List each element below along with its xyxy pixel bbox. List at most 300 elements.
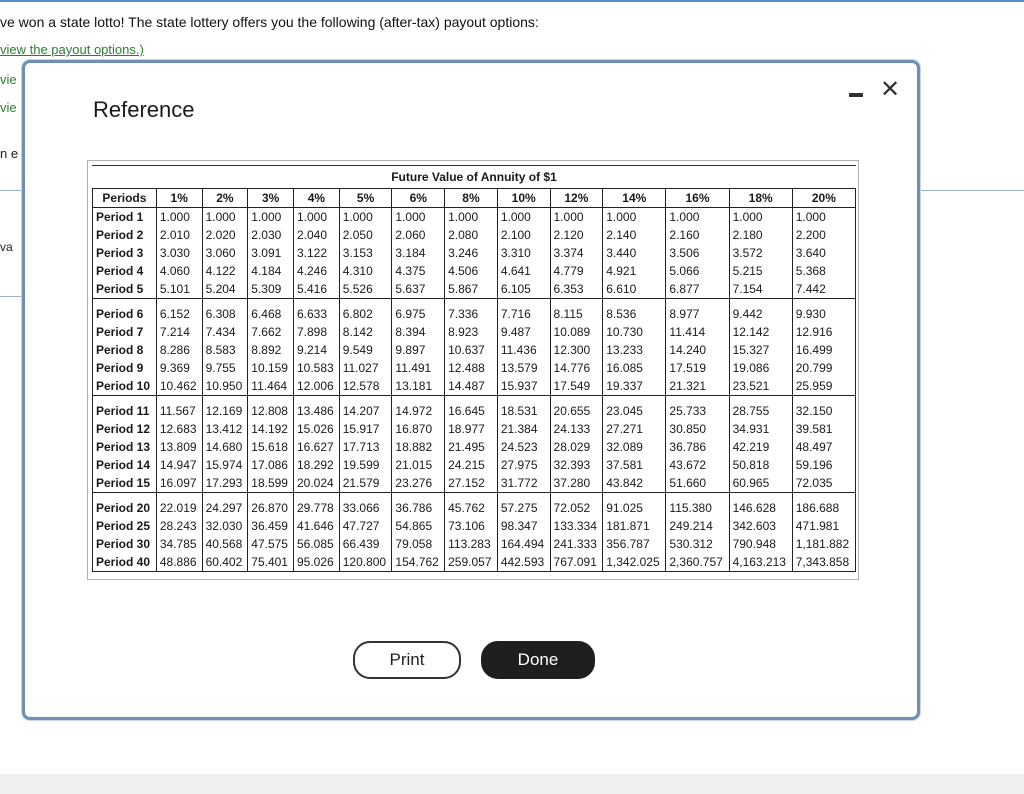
table-cell: 18.531 xyxy=(497,402,550,420)
table-cell: 7.898 xyxy=(294,323,340,341)
table-row xyxy=(93,226,856,244)
background-divider xyxy=(918,190,1024,191)
background-divider xyxy=(0,190,24,191)
table-cell: 11.414 xyxy=(666,323,729,341)
table-cell: 4.060 xyxy=(156,262,202,280)
period-label: Period 14 xyxy=(93,456,157,474)
period-label: Period 9 xyxy=(93,359,157,377)
table-cell: 14.240 xyxy=(666,341,729,359)
table-cell: 186.688 xyxy=(792,499,855,517)
table-cell: 3.572 xyxy=(729,244,792,262)
table-cell: 15.327 xyxy=(729,341,792,359)
table-cell: 530.312 xyxy=(666,535,729,553)
table-cell: 2.040 xyxy=(294,226,340,244)
table-cell: 2.060 xyxy=(392,226,445,244)
period-label: Period 12 xyxy=(93,420,157,438)
table-cell: 10.950 xyxy=(202,377,248,396)
table-cell: 3.440 xyxy=(603,244,666,262)
table-cell: 23.521 xyxy=(729,377,792,396)
table-cell: 1.000 xyxy=(729,208,792,227)
table-cell: 115.380 xyxy=(666,499,729,517)
table-cell: 17.519 xyxy=(666,359,729,377)
table-cell: 37.280 xyxy=(550,474,603,493)
table-cell: 120.800 xyxy=(339,553,392,572)
table-row xyxy=(93,499,856,517)
rate-header: 3% xyxy=(248,189,294,208)
table-cell: 3.184 xyxy=(392,244,445,262)
dialog-title: Reference xyxy=(93,97,195,122)
table-cell: 41.646 xyxy=(294,517,340,535)
table-cell: 2.010 xyxy=(156,226,202,244)
table-cell: 9.442 xyxy=(729,305,792,323)
period-label: Period 2 xyxy=(93,226,157,244)
table-cell: 26.870 xyxy=(248,499,294,517)
table-row xyxy=(93,456,856,474)
rate-header: 1% xyxy=(156,189,202,208)
table-cell: 57.275 xyxy=(497,499,550,517)
table-cell: 6.308 xyxy=(202,305,248,323)
table-cell: 91.025 xyxy=(603,499,666,517)
table-cell: 43.842 xyxy=(603,474,666,493)
table-cell: 3.122 xyxy=(294,244,340,262)
table-cell: 11.567 xyxy=(156,402,202,420)
table-cell: 21.015 xyxy=(392,456,445,474)
rate-header: 16% xyxy=(666,189,729,208)
table-cell: 9.549 xyxy=(339,341,392,359)
table-cell: 36.459 xyxy=(248,517,294,535)
table-cell: 8.394 xyxy=(392,323,445,341)
table-cell: 2.180 xyxy=(729,226,792,244)
table-cell: 8.583 xyxy=(202,341,248,359)
table-cell: 16.645 xyxy=(445,402,498,420)
table-cell: 14.192 xyxy=(248,420,294,438)
table-cell: 40.568 xyxy=(202,535,248,553)
table-cell: 3.640 xyxy=(792,244,855,262)
table-cell: 54.865 xyxy=(392,517,445,535)
table-cell: 5.867 xyxy=(445,280,498,299)
table-cell: 442.593 xyxy=(497,553,550,572)
table-cell: 9.755 xyxy=(202,359,248,377)
table-cell: 3.091 xyxy=(248,244,294,262)
table-row xyxy=(93,359,856,377)
table-cell: 6.105 xyxy=(497,280,550,299)
table-cell: 790.948 xyxy=(729,535,792,553)
table-cell: 72.035 xyxy=(792,474,855,493)
table-cell: 767.091 xyxy=(550,553,603,572)
table-cell: 16.870 xyxy=(392,420,445,438)
table-cell: 3.310 xyxy=(497,244,550,262)
table-cell: 2.080 xyxy=(445,226,498,244)
table-cell: 9.897 xyxy=(392,341,445,359)
table-header-row xyxy=(93,189,856,208)
table-cell: 32.030 xyxy=(202,517,248,535)
table-cell: 21.579 xyxy=(339,474,392,493)
table-row xyxy=(93,305,856,323)
table-cell: 10.583 xyxy=(294,359,340,377)
table-cell: 8.286 xyxy=(156,341,202,359)
table-cell: 3.374 xyxy=(550,244,603,262)
table-cell: 2.100 xyxy=(497,226,550,244)
table-cell: 3.060 xyxy=(202,244,248,262)
table-cell: 5.101 xyxy=(156,280,202,299)
table-cell: 16.627 xyxy=(294,438,340,456)
table-cell: 72.052 xyxy=(550,499,603,517)
table-cell: 6.877 xyxy=(666,280,729,299)
table-cell: 27.271 xyxy=(603,420,666,438)
table-row xyxy=(93,208,856,227)
table-cell: 4.184 xyxy=(248,262,294,280)
table-cell: 50.818 xyxy=(729,456,792,474)
table-cell: 12.142 xyxy=(729,323,792,341)
table-cell: 8.892 xyxy=(248,341,294,359)
table-cell: 20.799 xyxy=(792,359,855,377)
table-cell: 1.000 xyxy=(792,208,855,227)
table-cell: 5.368 xyxy=(792,262,855,280)
table-cell: 24.523 xyxy=(497,438,550,456)
table-cell: 14.776 xyxy=(550,359,603,377)
table-cell: 12.683 xyxy=(156,420,202,438)
table-cell: 48.497 xyxy=(792,438,855,456)
table-cell: 5.204 xyxy=(202,280,248,299)
table-cell: 95.026 xyxy=(294,553,340,572)
table-cell: 8.115 xyxy=(550,305,603,323)
table-body xyxy=(93,208,856,572)
table-cell: 73.106 xyxy=(445,517,498,535)
table-cell: 10.159 xyxy=(248,359,294,377)
table-cell: 154.762 xyxy=(392,553,445,572)
table-cell: 259.057 xyxy=(445,553,498,572)
table-cell: 1.000 xyxy=(550,208,603,227)
table-cell: 1.000 xyxy=(202,208,248,227)
table-cell: 6.353 xyxy=(550,280,603,299)
table-cell: 1,181.882 xyxy=(792,535,855,553)
table-cell: 27.975 xyxy=(497,456,550,474)
table-cell: 17.549 xyxy=(550,377,603,396)
table-cell: 24.297 xyxy=(202,499,248,517)
table-cell: 32.089 xyxy=(603,438,666,456)
table-row xyxy=(93,517,856,535)
table-cell: 4.310 xyxy=(339,262,392,280)
table-cell: 10.637 xyxy=(445,341,498,359)
table-cell: 20.024 xyxy=(294,474,340,493)
table-cell: 12.488 xyxy=(445,359,498,377)
table-cell: 8.923 xyxy=(445,323,498,341)
rate-header: 2% xyxy=(202,189,248,208)
period-label: Period 7 xyxy=(93,323,157,341)
table-cell: 12.808 xyxy=(248,402,294,420)
rate-header: 4% xyxy=(294,189,340,208)
table-cell: 34.785 xyxy=(156,535,202,553)
table-cell: 16.499 xyxy=(792,341,855,359)
table-cell: 24.133 xyxy=(550,420,603,438)
table-cell: 21.495 xyxy=(445,438,498,456)
table-cell: 37.581 xyxy=(603,456,666,474)
table-cell: 16.085 xyxy=(603,359,666,377)
table-row xyxy=(93,438,856,456)
table-cell: 11.491 xyxy=(392,359,445,377)
rate-header: 12% xyxy=(550,189,603,208)
background-question-text: ve won a state lotto! The state lottery offers you the following (after-tax) payout options: xyxy=(0,14,539,30)
table-cell: 8.977 xyxy=(666,305,729,323)
table-cell: 60.965 xyxy=(729,474,792,493)
table-cell: 32.393 xyxy=(550,456,603,474)
table-cell: 31.772 xyxy=(497,474,550,493)
table-cell: 7.442 xyxy=(792,280,855,299)
print-button[interactable]: Print xyxy=(353,641,461,679)
table-cell: 7.716 xyxy=(497,305,550,323)
rate-header: 18% xyxy=(729,189,792,208)
table-cell: 39.581 xyxy=(792,420,855,438)
table-cell: 146.628 xyxy=(729,499,792,517)
table-cell: 356.787 xyxy=(603,535,666,553)
table-cell: 34.931 xyxy=(729,420,792,438)
table-cell: 42.219 xyxy=(729,438,792,456)
table-cell: 4,163.213 xyxy=(729,553,792,572)
table-cell: 11.464 xyxy=(248,377,294,396)
table-cell: 12.006 xyxy=(294,377,340,396)
table-cell: 10.089 xyxy=(550,323,603,341)
table-cell: 10.730 xyxy=(603,323,666,341)
table-cell: 59.196 xyxy=(792,456,855,474)
table-cell: 2.030 xyxy=(248,226,294,244)
table-cell: 48.886 xyxy=(156,553,202,572)
table-cell: 36.786 xyxy=(392,499,445,517)
table-cell: 7.434 xyxy=(202,323,248,341)
table-cell: 24.215 xyxy=(445,456,498,474)
table-cell: 113.283 xyxy=(445,535,498,553)
table-cell: 17.293 xyxy=(202,474,248,493)
table-cell: 9.369 xyxy=(156,359,202,377)
table-cell: 23.045 xyxy=(603,402,666,420)
table-cell: 4.506 xyxy=(445,262,498,280)
table-cell: 18.977 xyxy=(445,420,498,438)
background-text-fragment: n e xyxy=(0,146,19,161)
table-cell: 164.494 xyxy=(497,535,550,553)
table-cell: 1.000 xyxy=(603,208,666,227)
table-cell: 17.713 xyxy=(339,438,392,456)
background-divider xyxy=(0,296,24,297)
background-link-fragment[interactable]: vie xyxy=(0,100,17,115)
rate-header: 20% xyxy=(792,189,855,208)
table-cell: 25.959 xyxy=(792,377,855,396)
table-cell: 7.154 xyxy=(729,280,792,299)
table-cell: 9.214 xyxy=(294,341,340,359)
table-cell: 19.599 xyxy=(339,456,392,474)
table-cell: 4.122 xyxy=(202,262,248,280)
table-cell: 21.384 xyxy=(497,420,550,438)
table-cell: 13.233 xyxy=(603,341,666,359)
table-cell: 7.662 xyxy=(248,323,294,341)
table-cell: 1.000 xyxy=(248,208,294,227)
table-cell: 17.086 xyxy=(248,456,294,474)
table-cell: 15.974 xyxy=(202,456,248,474)
table-row xyxy=(93,535,856,553)
table-cell: 14.947 xyxy=(156,456,202,474)
table-cell: 8.142 xyxy=(339,323,392,341)
table-cell: 9.487 xyxy=(497,323,550,341)
table-cell: 12.169 xyxy=(202,402,248,420)
table-cell: 6.975 xyxy=(392,305,445,323)
table-cell: 33.066 xyxy=(339,499,392,517)
table-cell: 2.050 xyxy=(339,226,392,244)
table-cell: 5.215 xyxy=(729,262,792,280)
table-cell: 2.200 xyxy=(792,226,855,244)
table-cell: 56.085 xyxy=(294,535,340,553)
table-cell: 2.160 xyxy=(666,226,729,244)
table-cell: 1.000 xyxy=(294,208,340,227)
table-cell: 75.401 xyxy=(248,553,294,572)
table-cell: 6.633 xyxy=(294,305,340,323)
period-label: Period 25 xyxy=(93,517,157,535)
table-cell: 5.526 xyxy=(339,280,392,299)
table-cell: 47.575 xyxy=(248,535,294,553)
table-cell: 181.871 xyxy=(603,517,666,535)
period-label: Period 13 xyxy=(93,438,157,456)
table-cell: 5.416 xyxy=(294,280,340,299)
period-label: Period 11 xyxy=(93,402,157,420)
done-button[interactable]: Done xyxy=(481,641,595,679)
table-cell: 7,343.858 xyxy=(792,553,855,572)
table-row xyxy=(93,402,856,420)
table-cell: 3.030 xyxy=(156,244,202,262)
table-cell: 249.214 xyxy=(666,517,729,535)
table-cell: 25.733 xyxy=(666,402,729,420)
table-cell: 21.321 xyxy=(666,377,729,396)
table-cell: 1.000 xyxy=(339,208,392,227)
table-cell: 28.243 xyxy=(156,517,202,535)
table-cell: 5.309 xyxy=(248,280,294,299)
period-label: Period 15 xyxy=(93,474,157,493)
table-cell: 15.917 xyxy=(339,420,392,438)
table-cell: 98.347 xyxy=(497,517,550,535)
view-payout-options-link[interactable]: view the payout options.) xyxy=(0,42,144,57)
table-cell: 7.214 xyxy=(156,323,202,341)
table-cell: 18.882 xyxy=(392,438,445,456)
table-cell: 133.334 xyxy=(550,517,603,535)
table-cell: 14.207 xyxy=(339,402,392,420)
reference-table-frame xyxy=(87,160,859,580)
rate-header: 14% xyxy=(603,189,666,208)
table-cell: 45.762 xyxy=(445,499,498,517)
table-row xyxy=(93,323,856,341)
future-value-annuity-table xyxy=(92,165,856,572)
table-cell: 18.292 xyxy=(294,456,340,474)
table-cell: 6.152 xyxy=(156,305,202,323)
table-row xyxy=(93,420,856,438)
table-cell: 14.972 xyxy=(392,402,445,420)
table-row xyxy=(93,244,856,262)
table-cell: 9.930 xyxy=(792,305,855,323)
table-cell: 14.487 xyxy=(445,377,498,396)
table-cell: 23.276 xyxy=(392,474,445,493)
period-label: Period 1 xyxy=(93,208,157,227)
table-cell: 19.086 xyxy=(729,359,792,377)
table-row xyxy=(93,341,856,359)
table-cell: 12.916 xyxy=(792,323,855,341)
page-top-rule xyxy=(0,0,1024,2)
table-cell: 66.439 xyxy=(339,535,392,553)
background-text-fragment: va xyxy=(0,240,13,254)
table-cell: 13.412 xyxy=(202,420,248,438)
periods-header: Periods xyxy=(93,189,157,208)
rate-header: 5% xyxy=(339,189,392,208)
table-cell: 241.333 xyxy=(550,535,603,553)
period-label: Period 20 xyxy=(93,499,157,517)
table-cell: 4.641 xyxy=(497,262,550,280)
table-cell: 3.246 xyxy=(445,244,498,262)
table-cell: 1,342.025 xyxy=(603,553,666,572)
table-cell: 3.506 xyxy=(666,244,729,262)
table-cell: 16.097 xyxy=(156,474,202,493)
table-cell: 60.402 xyxy=(202,553,248,572)
period-label: Period 40 xyxy=(93,553,157,572)
table-cell: 22.019 xyxy=(156,499,202,517)
rate-header: 8% xyxy=(445,189,498,208)
period-label: Period 30 xyxy=(93,535,157,553)
close-icon[interactable]: ✕ xyxy=(879,76,901,103)
period-label: Period 10 xyxy=(93,377,157,396)
rate-header: 6% xyxy=(392,189,445,208)
reference-dialog xyxy=(22,60,920,720)
table-cell: 4.375 xyxy=(392,262,445,280)
table-cell: 4.246 xyxy=(294,262,340,280)
table-row xyxy=(93,280,856,299)
table-cell: 13.809 xyxy=(156,438,202,456)
table-cell: 12.578 xyxy=(339,377,392,396)
table-cell: 32.150 xyxy=(792,402,855,420)
table-cell: 13.579 xyxy=(497,359,550,377)
table-cell: 36.786 xyxy=(666,438,729,456)
table-cell: 15.937 xyxy=(497,377,550,396)
period-label: Period 8 xyxy=(93,341,157,359)
table-cell: 1.000 xyxy=(392,208,445,227)
table-cell: 5.637 xyxy=(392,280,445,299)
period-label: Period 4 xyxy=(93,262,157,280)
table-cell: 19.337 xyxy=(603,377,666,396)
period-label: Period 6 xyxy=(93,305,157,323)
table-cell: 2.120 xyxy=(550,226,603,244)
minimize-icon[interactable] xyxy=(849,93,863,97)
table-cell: 13.486 xyxy=(294,402,340,420)
table-cell: 47.727 xyxy=(339,517,392,535)
table-cell: 4.779 xyxy=(550,262,603,280)
table-cell: 342.603 xyxy=(729,517,792,535)
table-cell: 28.029 xyxy=(550,438,603,456)
table-cell: 15.618 xyxy=(248,438,294,456)
table-cell: 14.680 xyxy=(202,438,248,456)
table-cell: 15.026 xyxy=(294,420,340,438)
table-cell: 7.336 xyxy=(445,305,498,323)
table-cell: 29.778 xyxy=(294,499,340,517)
table-cell: 1.000 xyxy=(666,208,729,227)
table-cell: 2.020 xyxy=(202,226,248,244)
table-row xyxy=(93,553,856,572)
table-cell: 471.981 xyxy=(792,517,855,535)
period-label: Period 5 xyxy=(93,280,157,299)
period-label: Period 3 xyxy=(93,244,157,262)
table-cell: 4.921 xyxy=(603,262,666,280)
table-cell: 5.066 xyxy=(666,262,729,280)
table-cell: 13.181 xyxy=(392,377,445,396)
table-cell: 6.468 xyxy=(248,305,294,323)
table-cell: 3.153 xyxy=(339,244,392,262)
table-cell: 2,360.757 xyxy=(666,553,729,572)
table-cell: 11.027 xyxy=(339,359,392,377)
background-link-fragment[interactable]: vie xyxy=(0,72,17,87)
table-cell: 28.755 xyxy=(729,402,792,420)
table-cell: 6.802 xyxy=(339,305,392,323)
table-cell: 20.655 xyxy=(550,402,603,420)
